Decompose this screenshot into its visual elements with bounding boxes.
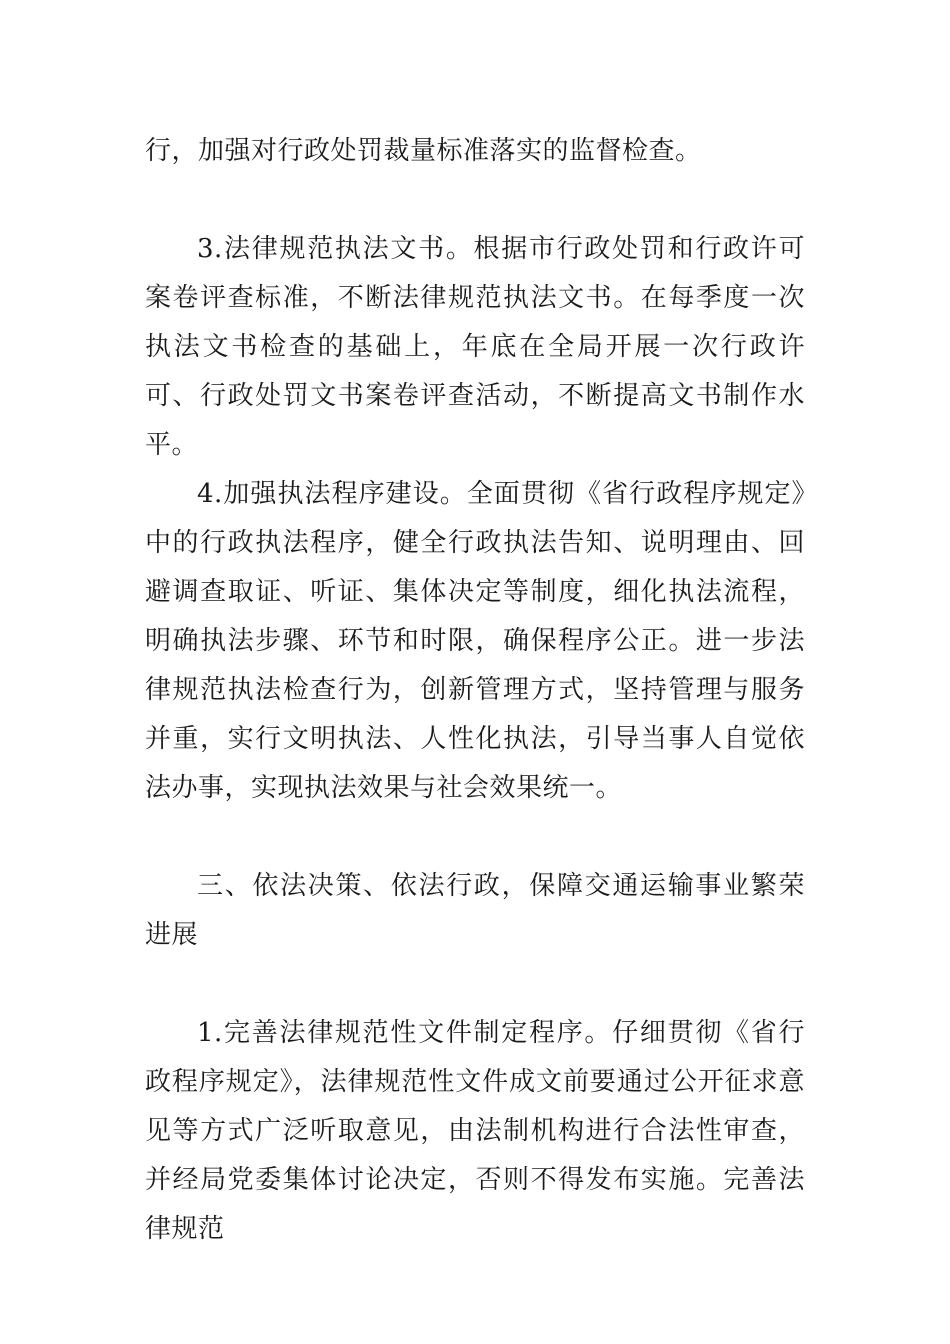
section-heading-3: 三、依法决策、依法行政，保障交通运输事业繁荣进展 bbox=[145, 871, 805, 950]
paragraph-item-4: 4.加强执法程序建设。全面贯彻《省行政程序规定》中的行政执法程序，健全行政执法告知、说明理由、回避调查取证、听证、集体决定等制度，细化执法流程，明确执法步骤、环节和时限，确保程序公正。进一步法律规范执法检查行为，创新管理方式，坚持管理与服务并重，实行文明执法、人性化执法，引导当事人自觉依法办事，实现执法效果与社会效果统一。 bbox=[145, 479, 805, 803]
paragraph-item-1: 1.完善法律规范性文件制定程序。仔细贯彻《省行政程序规定》，法律规范性文件成文前要通过公开征求意见等方式广泛听取意见，由法制机构进行合法性审查，并经局党委集体讨论决定，否则不得发布实施。完善法律规范 bbox=[145, 1018, 805, 1244]
paragraph-continuation: 行，加强对行政处罚裁量标准落实的监督检查。 bbox=[145, 136, 702, 166]
paragraph-item-3: 3.法律规范执法文书。根据市行政处罚和行政许可案卷评查标准，不断法律规范执法文书。在每季度一次执法文书检查的基础上，年底在全局开展一次行政许可、行政处罚文书案卷评查活动，不断提高文书制作水平。 bbox=[145, 234, 805, 460]
